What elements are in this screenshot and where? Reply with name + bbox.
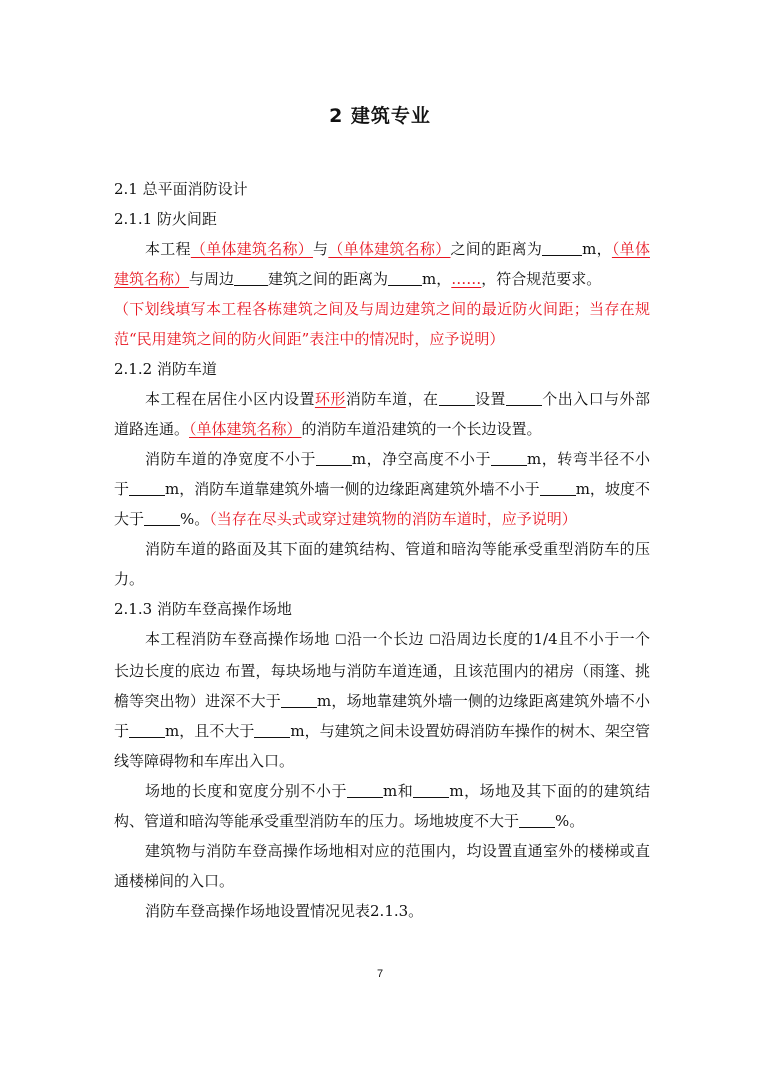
section-heading-2-1-2: 2.1.2 消防车道 bbox=[114, 360, 217, 378]
paragraph-fire-separation: 本工程（单体建筑名称）与（单体建筑名称）之间的距离为 m，（单体建筑名称）与周边 建筑之间的距离为 m，……，符合规范要求。 bbox=[114, 240, 650, 288]
blank-field bbox=[234, 270, 268, 286]
note-dead-end-lane: （当存在尽头式或穿过建筑物的消防车道时，应予说明） bbox=[209, 510, 577, 528]
blank-field bbox=[254, 722, 290, 738]
blank-field bbox=[506, 390, 542, 406]
blank-field bbox=[316, 450, 352, 466]
page-title: 2 建筑专业 bbox=[329, 105, 431, 127]
paragraph-fire-lane-dimensions: 消防车道的净宽度不小于 m，净空高度不小于 m，转弯半径不小于 m，消防车道靠建筑外墙一侧的边缘距离建筑外墙不小于 m，坡度不大于 %。（当存在尽头式或穿过建筑物的消防车道时，应予说明） bbox=[114, 450, 650, 528]
ellipsis-placeholder: …… bbox=[451, 270, 482, 288]
checkbox-perimeter[interactable]: ☐ bbox=[429, 633, 441, 648]
page-number: 7 bbox=[376, 968, 384, 980]
blank-field bbox=[347, 782, 383, 798]
blank-field bbox=[281, 692, 317, 708]
paragraph-table-reference: 消防车登高操作场地设置情况见表2.1.3。 bbox=[145, 902, 424, 920]
fill-building-name: （单体建筑名称） bbox=[189, 420, 302, 438]
paragraph-fire-lane-load: 消防车道的路面及其下面的建筑结构、管道和暗沟等能承受重型消防车的压力。 bbox=[114, 540, 650, 588]
document-body bbox=[114, 174, 650, 926]
blank-field bbox=[129, 722, 165, 738]
paragraph-fire-lane-layout: 本工程在居住小区内设置环形消防车道，在 设置 个出入口与外部道路连通。（单体建筑名称）的消防车道沿建筑的一个长边设置。 bbox=[114, 390, 650, 438]
blank-field bbox=[144, 510, 180, 526]
paragraph-rescue-site-layout: 本工程消防车登高操作场地 ☐沿一个长边 ☐沿周边长度的1/4且不小于一个长边长度的底边 布置，每块场地与消防车道连通，且该范围内的裙房（雨篷、挑檐等突出物）进深不大于 m，场地靠建筑外墙一侧的边缘距离建筑外墙不小于 m，且不大于 m，与建筑之间未设置妨碍消防车操作的树木、架空管线等障碍物和车库出入口。 bbox=[114, 630, 650, 770]
note-fire-separation: （下划线填写本工程各栋建筑之间及与周边建筑之间的最近防火间距；当存在规范“民用建筑之间的防火间距”表注中的情况时，应予说明） bbox=[114, 300, 650, 348]
section-heading-2-1: 2.1 总平面消防设计 bbox=[114, 180, 248, 198]
fill-loop: 环形 bbox=[314, 390, 346, 408]
fill-building-name: （单体建筑名称） bbox=[328, 240, 451, 258]
blank-field bbox=[540, 480, 576, 496]
fill-building-name: （单体建筑名称） bbox=[114, 240, 650, 288]
checkbox-one-long-side[interactable]: ☐ bbox=[334, 633, 347, 648]
section-heading-2-1-1: 2.1.1 防火间距 bbox=[114, 210, 217, 228]
blank-field bbox=[388, 270, 422, 286]
fill-building-name: （单体建筑名称） bbox=[190, 240, 314, 258]
section-heading-2-1-3: 2.1.3 消防车登高操作场地 bbox=[114, 600, 292, 618]
blank-field bbox=[439, 390, 475, 406]
blank-field bbox=[519, 812, 555, 828]
blank-field bbox=[129, 480, 165, 496]
blank-field bbox=[542, 240, 582, 256]
paragraph-rescue-site-size: 场地的长度和宽度分别不小于 m和 m，场地及其下面的的建筑结构、管道和暗沟等能承受重型消防车的压力。场地坡度不大于 %。 bbox=[114, 782, 650, 830]
blank-field bbox=[491, 450, 527, 466]
blank-field bbox=[413, 782, 449, 798]
paragraph-rescue-site-stairs: 建筑物与消防车登高操作场地相对应的范围内，均设置直通室外的楼梯或直通楼梯间的入口。 bbox=[114, 842, 650, 890]
